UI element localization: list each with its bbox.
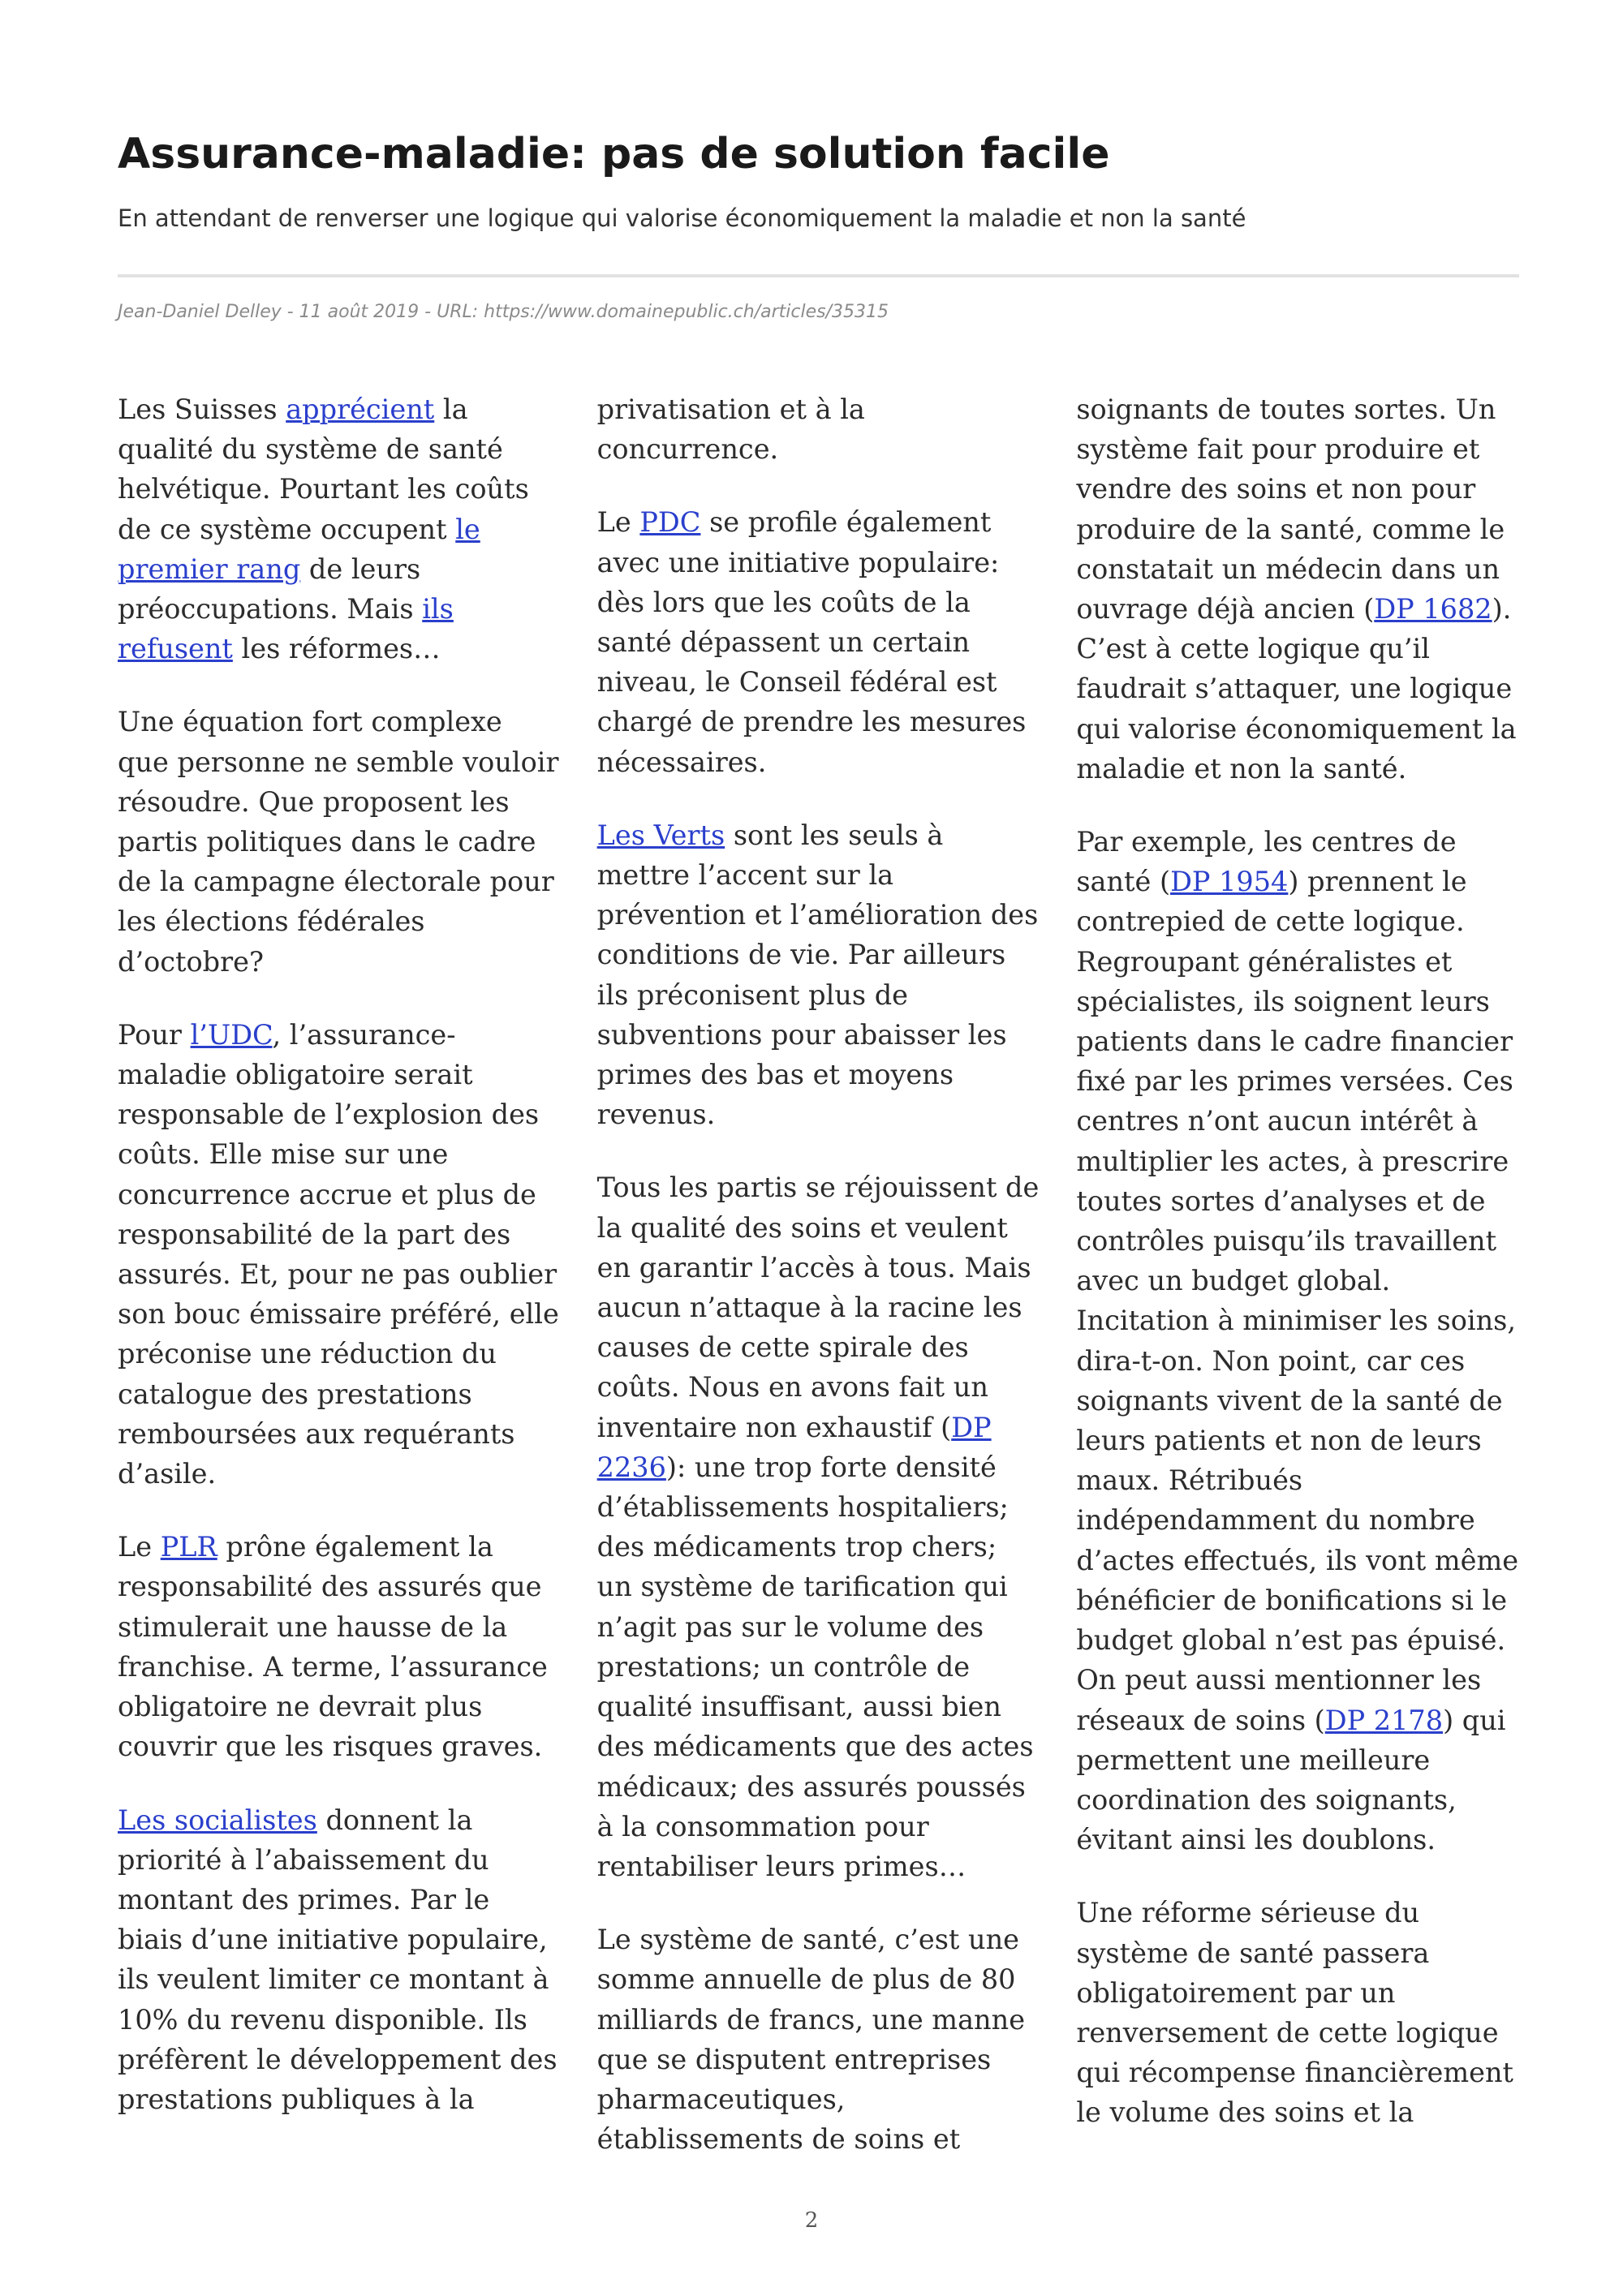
paragraph-11: Une réforme sérieuse du système de santé passera obligatoirement par un renversement de cette logique qui récompense financièrement le volume des soins et la <box>1076 1897 1513 2129</box>
text-span: la qualité du système de santé helvétique. Pourtant les coûts de ce système occupent <box>118 393 529 545</box>
paragraph-10 <box>1076 822 1519 1860</box>
text-span: Par exemple, les centres de santé ( <box>1076 826 1457 898</box>
link-ils-refusent[interactable]: ils refusent <box>118 593 454 665</box>
article-title: Assurance-maladie: pas de solution facile <box>118 130 1110 178</box>
page-number: 2 <box>804 2208 819 2233</box>
link-dp-1954[interactable]: DP 1954 <box>1170 866 1289 898</box>
text-span: , l’assurance-maladie obligatoire serait responsable de l’explosion des coûts. Elle mise sur une concurrence accrue et plus de responsabilité de la part des assurés. Et, pour ne pas oublier son bouc émissaire préféré, elle préconise une réduction du catalogue des prestations remboursées aux requérants d’asile. <box>118 1018 559 1490</box>
text-span: se profile également avec une initiative populaire: dès lors que les coûts de la santé dépassent un certain niveau, le Conseil fédéral est chargé de prendre les mesures nécessaires. <box>596 506 1027 778</box>
text-span: Les Suisses <box>118 393 286 425</box>
paragraph-2: Une équation fort complexe que personne ne semble vouloir résoudre. Que proposent les partis politiques dans le cadre de la campagne électorale pour les élections fédérales d’octobre? <box>118 706 559 978</box>
text-span: Le <box>596 506 640 539</box>
link-apprecient[interactable]: apprécient <box>286 393 435 425</box>
article-body <box>118 389 1519 2182</box>
text-span: Pour <box>118 1018 191 1051</box>
link-dp-2236[interactable]: DP 2236 <box>596 1411 992 1483</box>
text-span: ): une trop forte densité d’établissements hospitaliers; des médicaments trop chers; un système de tarification qui n’agit pas sur le volume des prestations; un contrôle de qualité insuffisant, aussi bien des médicaments que des actes médicaux; des assurés poussés à la consommation pour rentabiliser leurs primes… <box>596 1451 1034 1882</box>
paragraph-1 <box>118 389 561 669</box>
link-les-verts[interactable]: Les Verts <box>596 819 725 851</box>
paragraph-3 <box>118 1015 561 1494</box>
text-span: Tous les partis se réjouissent de la qualité des soins et veulent en garantir l’accès à tous. Mais aucun n’attaque à la racine les causes de cette spirale des coûts. Nous en avons fait un inventaire non exhaustif ( <box>596 1172 1040 1443</box>
link-socialistes[interactable]: Les socialistes <box>118 1804 317 1836</box>
link-dp-2178[interactable]: DP 2178 <box>1324 1704 1444 1736</box>
paragraph-6 <box>597 502 1040 781</box>
link-dp-1682[interactable]: DP 1682 <box>1374 593 1492 626</box>
text-span: de leurs préoccupations. Mais <box>118 553 423 626</box>
link-pdc[interactable]: PDC <box>639 506 701 539</box>
text-span: sont les seuls à mettre l’accent sur la prévention et l’amélioration des conditions de vie. Par ailleurs ils préconisent plus de subventions pour abaisser les primes des bas et moyens revenus. <box>596 819 1039 1131</box>
text-span: ). C’est à cette logique qu’il faudrait s’attaquer, une logique qui valorise économiquement la maladie et non la santé. <box>1076 593 1517 785</box>
article-subtitle: En attendant de renverser une logique qui valorise économiquement la maladie et non la santé <box>118 204 1246 232</box>
text-span: ) prennent le contrepied de cette logique. Regroupant généralistes et spécialistes, ils soignent leurs patients dans le cadre financier fixé par les primes versées. Ces centres n’ont aucun intérêt à multiplier les actes, à prescrire toutes sortes d’analyses et de contrôles puisqu’ils travaillent avec un budget global. Incitation à minimiser les soins, dira-t-on. Non point, car ces soignants vivent de la santé de leurs patients et non de leurs maux. Rétribués indépendamment du nombre d’actes effectués, ils vont même bénéficier de bonifications si le budget global n’est pas épuisé. On peut aussi mentionner les réseaux de soins ( <box>1076 866 1519 1736</box>
paragraph-4 <box>118 1527 561 1766</box>
header-divider <box>118 274 1519 277</box>
text-span: ) qui permettent une meilleure coordination des soignants, évitant ainsi les doublons. <box>1076 1704 1506 1856</box>
text-span: Le <box>118 1531 161 1563</box>
paragraph-8 <box>597 1167 1040 1886</box>
paragraph-7 <box>597 815 1040 1135</box>
link-plr[interactable]: PLR <box>160 1531 217 1563</box>
link-udc[interactable]: l’UDC <box>190 1018 273 1051</box>
text-span: les réformes… <box>232 633 441 665</box>
text-span: Le système de santé, c’est une somme annuelle de plus de 80 milliards de francs, une manne que se disputent entreprises pharmaceutiques, établissements de soins et soignants de toutes sortes. Un système fait pour produire et vendre des soins et non pour produire de la santé, comme le constatait un médecin dans un ouvrage déjà ancien ( <box>596 393 1505 2156</box>
link-premier-rang[interactable]: le premier rang <box>118 513 480 585</box>
text-span: donnent la priorité à l’abaissement du montant des primes. Par le biais d’une initiative populaire, ils veulent limiter ce montant à 10% du revenu disponible. Ils préfèrent le développement des prestations publiques à la privatisation et à la concurrence. <box>118 393 865 2115</box>
text-span: prône également la responsabilité des assurés que stimulerait une hausse de la franchise. A terme, l’assurance obligatoire ne devrait plus couvrir que les risques graves. <box>118 1531 548 1763</box>
article-meta: Jean-Daniel Delley - 11 août 2019 - URL: https://www.domainepublic.ch/articles/35315 <box>118 302 889 322</box>
